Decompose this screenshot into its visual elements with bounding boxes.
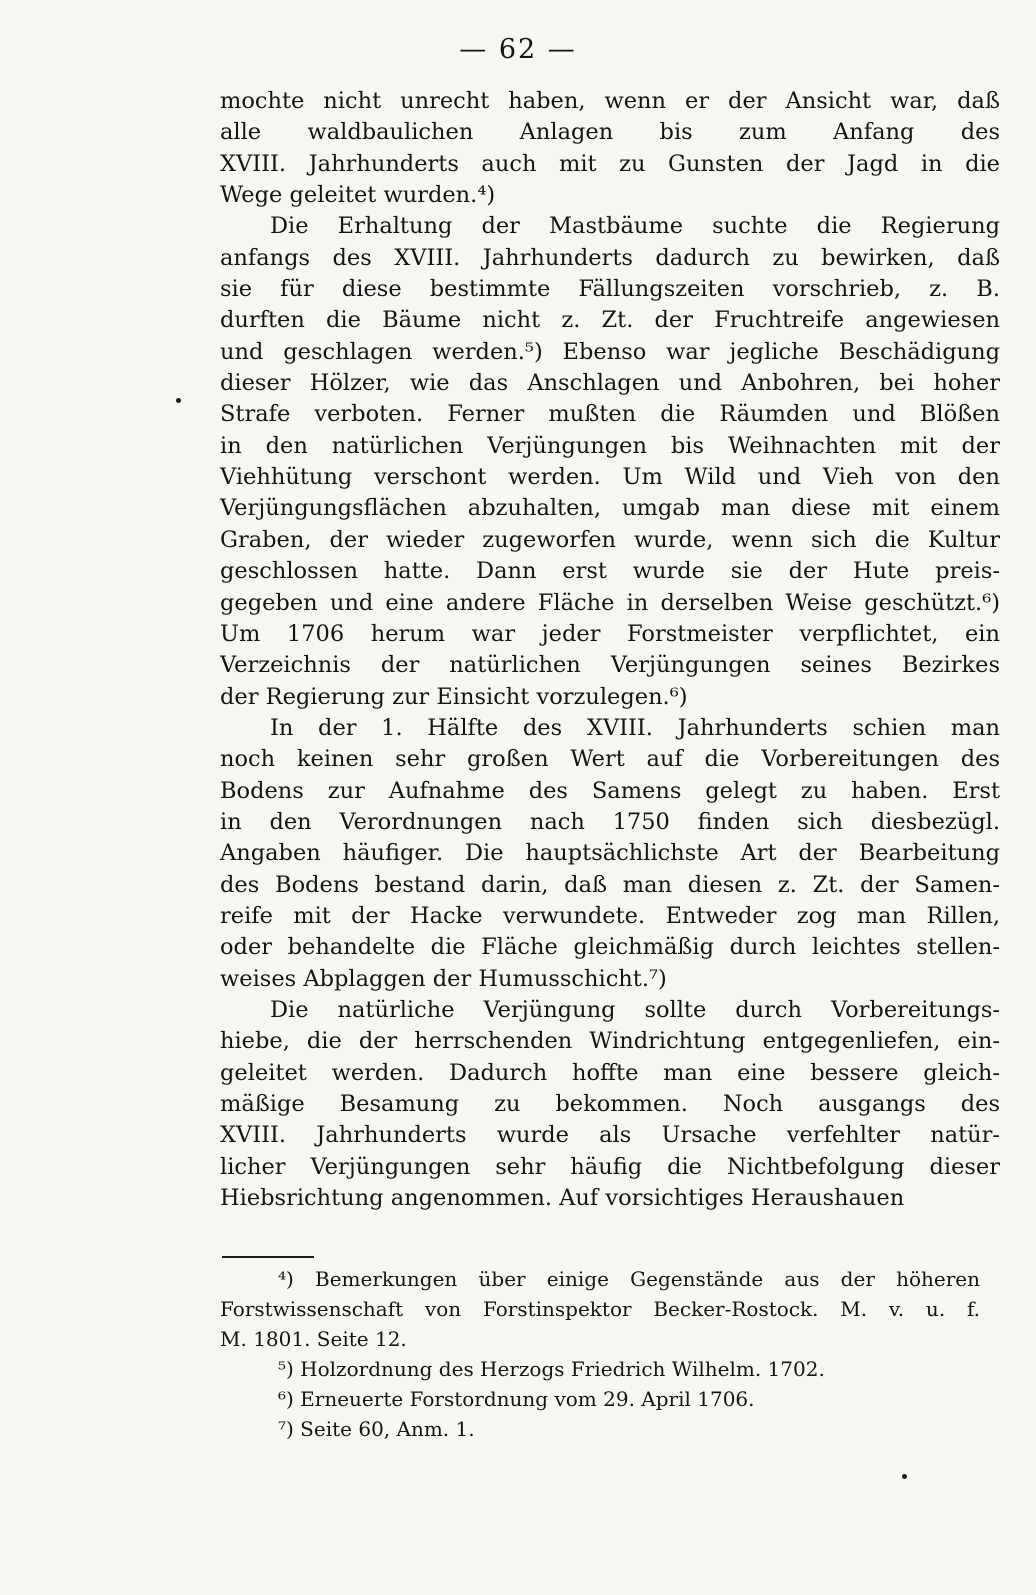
text-line: Verzeichnis der natürlichen Verjüngungen seines Bezirkes: [220, 652, 1000, 679]
scan-speck: [176, 398, 181, 403]
text-line: mäßige Besamung zu bekommen. Noch ausgangs des: [220, 1091, 1000, 1117]
text-line: Hiebsrichtung angenommen. Auf vorsichtiges Heraushauen: [220, 1185, 905, 1212]
footnote-line: ⁷) Seite 60, Anm. 1.: [278, 1417, 475, 1441]
footnote-line: Forstwissenschaft von Forstinspektor Becker-Rostock. M. v. u. f.: [220, 1297, 980, 1321]
text-line: Um 1706 herum war jeder Forstmeister verpflichtet, ein: [220, 620, 1000, 647]
text-line: Viehhütung verschont werden. Um Wild und Vieh von den: [220, 464, 1000, 491]
text-line: anfangs des XVIII. Jahrhunderts dadurch zu bewirken, daß: [220, 244, 1000, 271]
text-line: weises Abplaggen der Humusschicht.⁷): [220, 965, 667, 992]
text-line: hiebe, die der herrschenden Windrichtung entgegenliefen, ein-: [220, 1028, 1000, 1055]
footnote-separator: [222, 1256, 314, 1258]
footnote-line: ⁵) Holzordnung des Herzogs Friedrich Wilhelm. 1702.: [278, 1357, 825, 1381]
text-line: XVIII. Jahrhunderts auch mit zu Gunsten der Jagd in die: [220, 150, 1000, 177]
text-line: sie für diese bestimmte Fällungszeiten vorschrieb, z. B.: [220, 276, 1000, 303]
page-number: — 62 —: [459, 34, 577, 65]
text-line: dieser Hölzer, wie das Anschlagen und Anbohren, bei hoher: [220, 370, 1000, 397]
text-line: durften die Bäume nicht z. Zt. der Fruchtreife angewiesen: [220, 307, 1000, 334]
text-line: reife mit der Hacke verwundete. Entweder zog man Rillen,: [220, 902, 1000, 929]
text-line: In der 1. Hälfte des XVIII. Jahrhunderts schien man: [270, 714, 1000, 741]
text-line: in den Verordnungen nach 1750 finden sich diesbezügl.: [220, 808, 1000, 835]
text-line: in den natürlichen Verjüngungen bis Weihnachten mit der: [220, 432, 1000, 459]
text-line: geleitet werden. Dadurch hoffte man eine bessere gleich-: [220, 1059, 1000, 1086]
text-line: gegeben und eine andere Fläche in derselben Weise geschützt.⁶): [220, 589, 1000, 616]
text-line: mochte nicht unrecht haben, wenn er der Ansicht war, daß: [220, 88, 1000, 114]
footnote-line: ⁶) Erneuerte Forstordnung vom 29. April 1706.: [278, 1387, 755, 1411]
text-line: Graben, der wieder zugeworfen wurde, wenn sich die Kultur: [220, 526, 1000, 553]
footnote-line: ⁴) Bemerkungen über einige Gegenstände aus der höheren: [278, 1267, 980, 1291]
text-line: licher Verjüngungen sehr häufig die Nichtbefolgung dieser: [220, 1153, 1000, 1180]
text-line: noch keinen sehr großen Wert auf die Vorbereitungen des: [220, 746, 1000, 773]
text-line: Die natürliche Verjüngung sollte durch Vorbereitungs-: [270, 996, 1000, 1023]
scan-speck: [902, 1474, 907, 1479]
text-line: oder behandelte die Fläche gleichmäßig durch leichtes stellen-: [220, 934, 1000, 961]
footnote-line: M. 1801. Seite 12.: [220, 1327, 407, 1351]
body-text: [220, 86, 1000, 1214]
text-line: Angaben häufiger. Die hauptsächlichste Art der Bearbeitung: [220, 840, 1000, 867]
text-line: geschlossen hatte. Dann erst wurde sie der Hute preis-: [220, 558, 1000, 585]
text-line: Wege geleitet wurden.⁴): [220, 182, 496, 209]
text-line: des Bodens bestand darin, daß man diesen z. Zt. der Samen-: [220, 871, 1000, 898]
text-line: alle waldbaulichen Anlagen bis zum Anfang des: [220, 119, 1000, 146]
text-line: Verjüngungsflächen abzuhalten, umgab man diese mit einem: [220, 495, 1000, 522]
text-line: und geschlagen werden.⁵) Ebenso war jegliche Beschädigung: [220, 338, 1000, 365]
text-line: Die Erhaltung der Mastbäume suchte die Regierung: [270, 213, 1000, 240]
text-line: der Regierung zur Einsicht vorzulegen.⁶): [220, 683, 688, 710]
text-line: XVIII. Jahrhunderts wurde als Ursache verfehlter natür-: [220, 1122, 1000, 1149]
footnotes: [220, 1264, 980, 1444]
text-line: Bodens zur Aufnahme des Samens gelegt zu haben. Erst: [220, 777, 1000, 804]
text-line: Strafe verboten. Ferner mußten die Räumden und Blößen: [220, 401, 1000, 428]
